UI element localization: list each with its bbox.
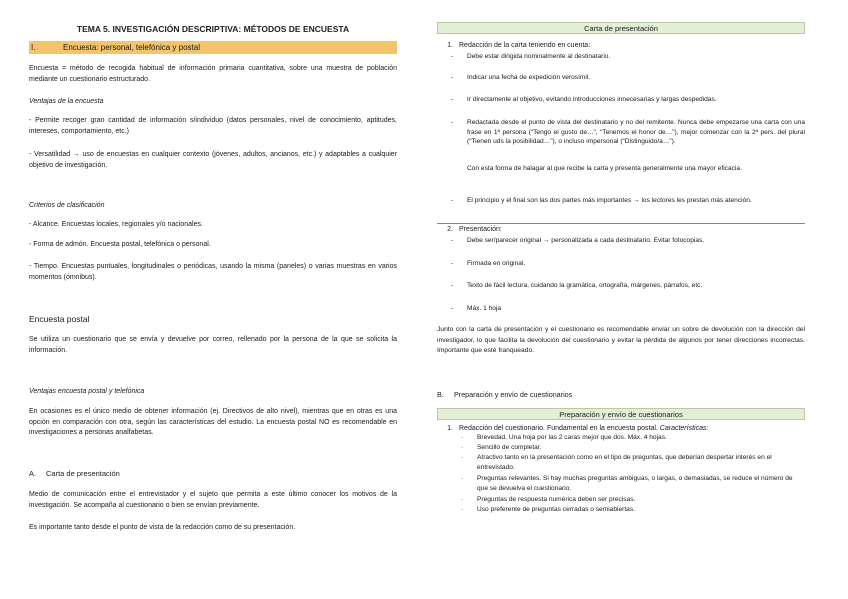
ventajas-postal-heading: Ventajas encuesta postal y telefónica [29,388,145,395]
bullet-text: Sencillo de completar. [477,444,542,451]
list-number: 1. [447,42,453,49]
list-item-redaccion-cuestionario [437,424,805,433]
bullet-dash: - [450,282,454,289]
list-label: Presentación: [459,226,502,233]
sobre-devolucion-paragraph: Junto con la carta de presentación y el cuestionario es recomendable enviar un sobre de devolución con la dirección del investigador, lo que facilita la devolución del cuestionario y evitar la pérdida de algunos por tener direcciones incorrectas. Importante que esté franqueado. [437,326,805,354]
section-number: I. [31,43,36,52]
box-carta-title: Carta de presentación [437,22,805,34]
bullet-item [437,304,805,314]
bullet-text: Redactada desde el punto de vista del destinatario y no del remitente. Nunca debe empezarse una carta con una frase en 1ª persona (“Tengo el gusto de…”, “Tenemos el honor de…”), mejor comenzar con la 2ª pers. del plural (“Tienen uds la posibilidad…”), o incluso impersonal (“Distinguido/a…”). [467,119,805,145]
box-preparacion-title: Preparación y envío de cuestionarios [437,408,805,420]
carta-paragraph-1: Medio de comunicación entre el entrevistador y el sujeto que permita a este último conocer los motivos de la investigación. Se acompaña al cuestionario o bien se envían previamente. [29,491,397,509]
criterio-item-1: - Alcance. Encuestas locales, regionales y/o nacionales. [29,221,203,228]
bullet-text: El principio y el final son las dos partes más importantes → los lectores les prestan más atención. [467,197,752,204]
list-label-italic: Características: [659,425,709,432]
bullet-text: Debe estar dirigida nominalmente al destinatario. [467,53,611,60]
carta-paragraph-2: Es importante tanto desde el punto de vista de la redacción como de su presentación. [29,524,296,531]
criterio-item-3: - Tiempo. Encuestas puntuales, longitudinales o periódicas, usando la misma (paneles) o varias muestras en varios momentos (ómnibus). [29,263,397,281]
list-item-presentacion [437,225,805,234]
list-label: Redacción de la carta teniendo en cuenta: [459,42,591,49]
bullet-dash: - [450,96,454,103]
criterio-item-2: - Forma de admón. Encuesta postal, telefónica o personal. [29,241,211,248]
bullet-item [447,474,805,493]
bullet-item [447,443,805,453]
encuesta-postal-heading: Encuesta postal [29,314,90,324]
ventaja-item-1: - Permite recoger gran cantidad de información s/individuo (datos personales, nivel de conocimiento, aptitudes, intereses, comportamiento, etc.) [29,117,397,135]
bullet-dot: · [460,496,464,503]
list-number: 1. [447,425,453,432]
bullet-text: Ir directamente al objetivo, evitando introducciones innecesarias y largas despedidas. [467,96,717,103]
bullet-text: Brevedad. Una hoja por las 2 caras mejor que dos. Máx. 4 hojas. [477,434,667,441]
bullet-item [437,118,805,147]
list-item-redaccion [437,41,805,50]
bullet-dash: - [450,74,454,81]
bullet-text: Máx. 1 hoja [467,305,502,312]
bullet-continuation [437,164,805,174]
ventaja-item-2: - Versatilidad → uso de encuestas en cualquier contexto (jóvenes, adultos, ancianos, etc.) y adaptables a cualquier objetivo de investigación. [29,151,397,169]
bullet-dash: - [450,237,454,244]
bullet-item [447,505,805,515]
bullet-dot: · [460,506,464,513]
bullet-dot: · [460,475,464,482]
bullet-item [437,259,805,269]
subsection-b-heading [437,390,572,401]
definition-paragraph: Encuesta = método de recogida habitual de información primaria cuantitativa, sobre una muestra de población mediante un cuestionario estructurado. [29,65,397,83]
bullet-text: Preguntas relevantes. Si hay muchas preguntas ambiguas, o largas, o demasiadas, se reduce el número de que se devuelva el cuestionario. [477,475,793,492]
bullet-item [437,73,805,83]
subsection-a-heading [29,469,120,480]
bullet-text: Preguntas de respuesta numérica deben ser precisas. [477,496,636,503]
subsection-b-label: Preparación y envío de cuestionarios [454,390,573,399]
encuesta-postal-paragraph: Se utiliza un cuestionario que se envía y devuelve por correo, rellenado por la persona de la que se solicita la información. [29,336,397,354]
bullet-item [437,52,805,62]
page-title: TEMA 5. INVESTIGACIÓN DESCRIPTIVA: MÉTODOS DE ENCUESTA [76,24,350,34]
bullet-dot: · [460,454,464,461]
bullet-item [437,281,805,291]
section-label: Encuesta: personal, telefónica y postal [63,43,200,52]
bullet-item [447,433,805,443]
bullet-text: Atractivo tanto en la presentación como en el tipo de preguntas, que deberían despertar interés en el entrevistado. [477,454,772,471]
bullet-item [447,495,805,505]
section-heading-1 [29,41,397,54]
bullet-item [447,453,805,472]
bullet-text: Texto de fácil lectura, cuidando la gramática, ortografía, márgenes, párrafos, etc. [467,282,703,289]
ventajas-heading: Ventajas de la encuesta [29,98,104,105]
bullet-item [437,196,805,206]
bullet-text: Debe ser/parecer original → personalizada a cada destinatario. Evitar fotocopias. [467,237,705,244]
bullet-dash: - [450,119,454,126]
ventajas-postal-paragraph: En ocasiones es el único medio de obtener información (ej. Directivos de alto nivel), mientras que en otras es una opción en comparación con otra, según las características del estudio. La encuesta postal NO es recomendable en investigaciones a personas analfabetas. [29,408,397,436]
bullet-text: Uso preferente de preguntas cerradas o semiabiertas. [477,506,635,513]
divider [437,223,805,224]
subsection-b-number: B. [437,390,444,399]
bullet-text: Con esta forma de halagar al que recibe la carta y presenta generalmente una mayor eficacia. [467,165,742,172]
subsection-a-number: A. [29,469,37,478]
bullet-dash: - [450,305,454,312]
bullet-text: Firmada en original. [467,260,526,267]
subsection-a-label: Carta de presentación [46,469,120,478]
bullet-dash: - [450,260,454,267]
bullet-dash: - [450,197,454,204]
list-number: 2. [447,226,453,233]
bullet-dot: · [460,434,464,441]
criterios-heading: Criterios de clasificación [29,202,105,209]
list-label [459,424,708,433]
bullet-dot: · [460,444,464,451]
bullet-item [437,95,805,105]
bullet-text: Indicar una fecha de expedición verosímil. [467,74,591,81]
list-label-text: Redacción del cuestionario. Fundamental en la encuesta postal. [459,425,660,432]
bullet-dash: - [450,53,454,60]
bullet-item [437,236,805,246]
